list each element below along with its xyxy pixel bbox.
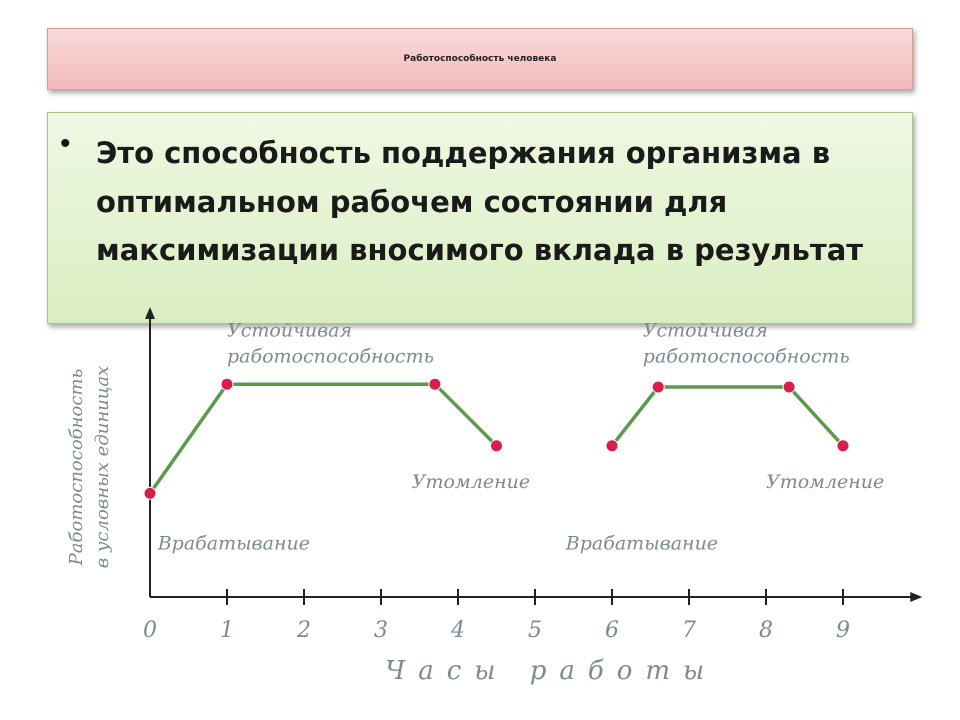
series-2-point [837, 440, 849, 452]
series-2-line [612, 387, 843, 446]
x-tick-label: 5 [528, 618, 542, 643]
x-tick-label: 9 [836, 618, 850, 643]
x-tick-label: 7 [682, 618, 696, 643]
chart-annotation: Врабатывание [157, 532, 310, 555]
chart-annotation: Утомление [766, 470, 885, 493]
chart-annotation: работоспособность [227, 345, 434, 368]
y-axis-label: Работоспособность [66, 368, 87, 566]
x-tick-label: 8 [759, 618, 773, 643]
y-axis-label: в условных единицах [92, 365, 113, 569]
series-1-point [491, 440, 503, 452]
series-1-point [144, 487, 156, 499]
definition-text: Это способность поддержания организма в оптимальном рабочем состоянии для максимизации вносимого вклада в результат [96, 136, 864, 267]
chart-annotation: Утомление [411, 470, 531, 493]
x-tick-label: 0 [143, 618, 157, 643]
chart-annotation: Устойчивая [642, 319, 768, 342]
y-axis-arrow [145, 307, 155, 319]
series-1-point [429, 378, 441, 390]
series-1-point [221, 378, 233, 390]
x-tick-label: 4 [451, 618, 465, 643]
x-tick-label: 2 [297, 618, 311, 643]
x-tick-label: 3 [374, 618, 388, 643]
series-2-point [606, 440, 618, 452]
chart-annotation: Устойчивая [227, 319, 353, 342]
x-axis-arrow [910, 592, 922, 602]
bullet-marker: • [60, 127, 71, 160]
x-tick-label: 1 [220, 618, 234, 643]
x-axis-label: Часы работы [385, 656, 718, 686]
series-2-point [652, 381, 664, 393]
series-2-point [783, 381, 795, 393]
x-tick-label: 6 [605, 618, 619, 643]
slide-title: Работоспособность человека [403, 54, 557, 64]
chart-annotation: работоспособность [642, 345, 850, 368]
chart-annotation: Врабатывание [565, 532, 719, 555]
